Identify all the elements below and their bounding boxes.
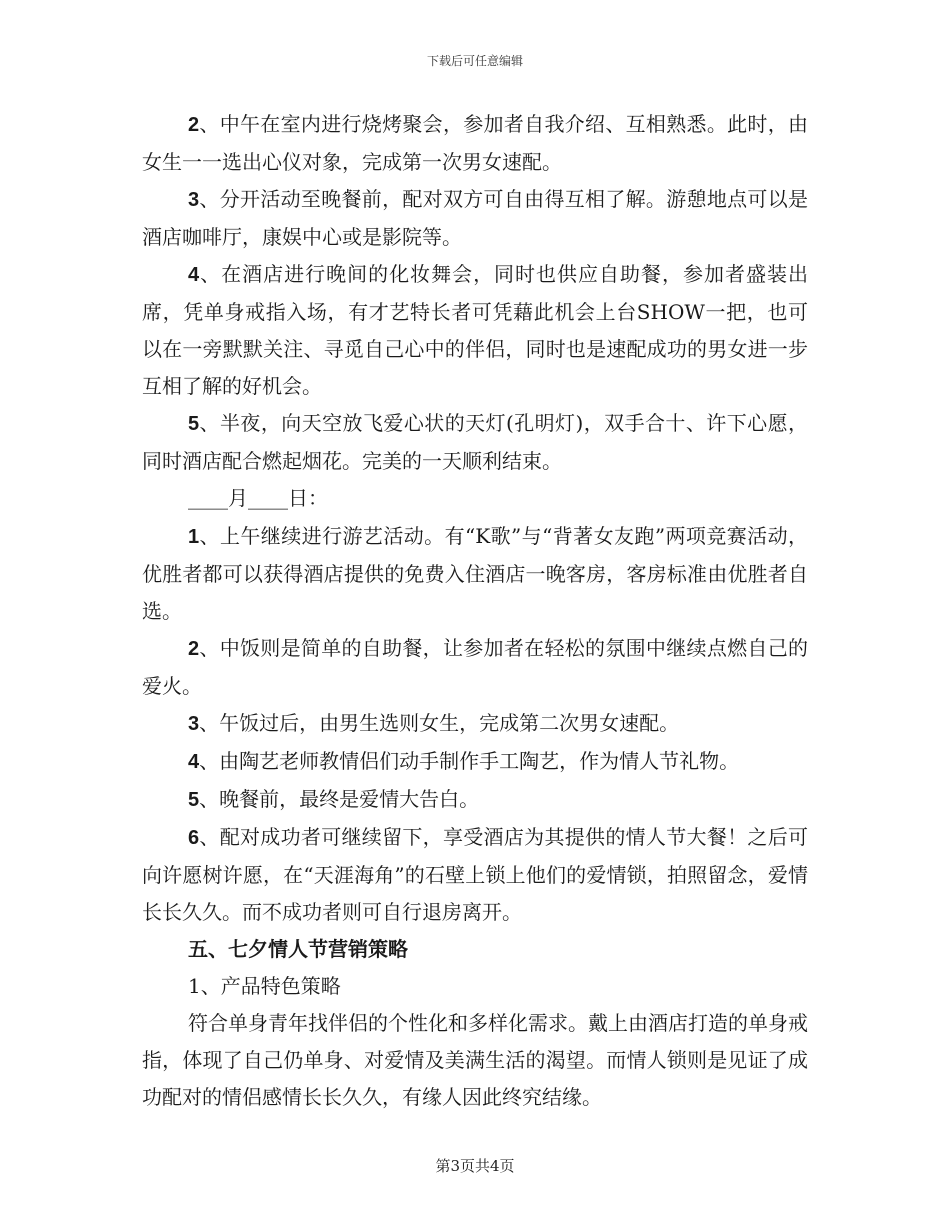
paragraph-item-10 bbox=[142, 819, 808, 931]
item-text: 、由陶艺老师教情侣们动手制作手工陶艺，作为情人节礼物。 bbox=[199, 749, 740, 773]
closing-paragraph: 符合单身青年找伴侣的个性化和多样化需求。戴上由酒店打造的单身戒指，体现了自己仍单身、对爱情及美满生活的渴望。而情人锁则是见证了成功配对的情侣感情长长久久，有缘人因此终究结缘。 bbox=[142, 1011, 808, 1109]
item-number: 4 bbox=[188, 751, 200, 773]
item-text: ____月____日： bbox=[188, 486, 328, 510]
item-number: 2 bbox=[188, 638, 200, 660]
item-text: 、中午在室内进行烧烤聚会，参加者自我介绍、互相熟悉。此时，由女生一一选出心仪对象，完成第一次男女速配。 bbox=[142, 112, 808, 174]
item-text: 、上午继续进行游艺活动。有“K歌”与“背著女友跑”两项竞赛活动，优胜者都可以获得酒店提供的免费入住酒店一晚客房，客房标准由优胜者自选。 bbox=[142, 524, 808, 623]
subheading: 1、产品特色策略 bbox=[188, 974, 341, 998]
item-number: 2 bbox=[188, 114, 200, 136]
item-number: 3 bbox=[188, 713, 200, 735]
date-line bbox=[142, 480, 808, 518]
paragraph-item-6 bbox=[142, 630, 808, 705]
item-number: 6 bbox=[188, 827, 200, 849]
item-number: 3 bbox=[188, 189, 200, 211]
section-heading: 五、七夕情人节营销策略 bbox=[188, 937, 408, 961]
paragraph-item-4 bbox=[142, 405, 808, 480]
page-header: 下载后可任意编辑 bbox=[426, 54, 523, 68]
item-number: 4 bbox=[188, 264, 200, 286]
document-body bbox=[142, 106, 808, 1116]
item-number: 5 bbox=[188, 789, 200, 811]
paragraph-item-1 bbox=[142, 106, 808, 181]
item-text: 、半夜，向天空放飞爱心状的天灯(孔明灯)，双手合十、许下心愿，同时酒店配合燃起烟花。完美的一天顺利结束。 bbox=[142, 411, 808, 473]
paragraph-item-9 bbox=[142, 781, 808, 819]
item-text: 、中饭则是简单的自助餐，让参加者在轻松的氛围中继续点燃自己的爱火。 bbox=[142, 636, 808, 698]
paragraph-item-8 bbox=[142, 743, 808, 781]
item-text: 、分开活动至晚餐前，配对双方可自由得互相了解。游憩地点可以是酒店咖啡厅，康娱中心或是影院等。 bbox=[142, 187, 808, 249]
item-text: 、午饭过后，由男生选则女生，完成第二次男女速配。 bbox=[199, 711, 680, 735]
item-text: 、配对成功者可继续留下，享受酒店为其提供的情人节大餐！之后可向许愿树许愿，在“天涯海角”的石壁上锁上他们的爱情锁，拍照留念，爱情长长久久。而不成功者则可自行退房离开。 bbox=[142, 825, 808, 924]
paragraph-item-7 bbox=[142, 705, 808, 743]
item-number: 1 bbox=[188, 526, 200, 548]
item-number: 5 bbox=[188, 413, 200, 435]
page-footer: 第3页共4页 bbox=[435, 1157, 515, 1175]
paragraph-item-3 bbox=[142, 256, 808, 405]
paragraph-item-2 bbox=[142, 181, 808, 256]
item-text: 、在酒店进行晚间的化妆舞会，同时也供应自助餐，参加者盛装出席，凭单身戒指入场，有才艺特长者可凭藉此机会上台SHOW一把，也可以在一旁默默关注、寻觅自己心中的伴侣，同时也是速配成功的男女进一步互相了解的好机会。 bbox=[142, 262, 808, 398]
item-text: 、晚餐前，最终是爱情大告白。 bbox=[199, 787, 480, 811]
paragraph-item-5 bbox=[142, 518, 808, 630]
